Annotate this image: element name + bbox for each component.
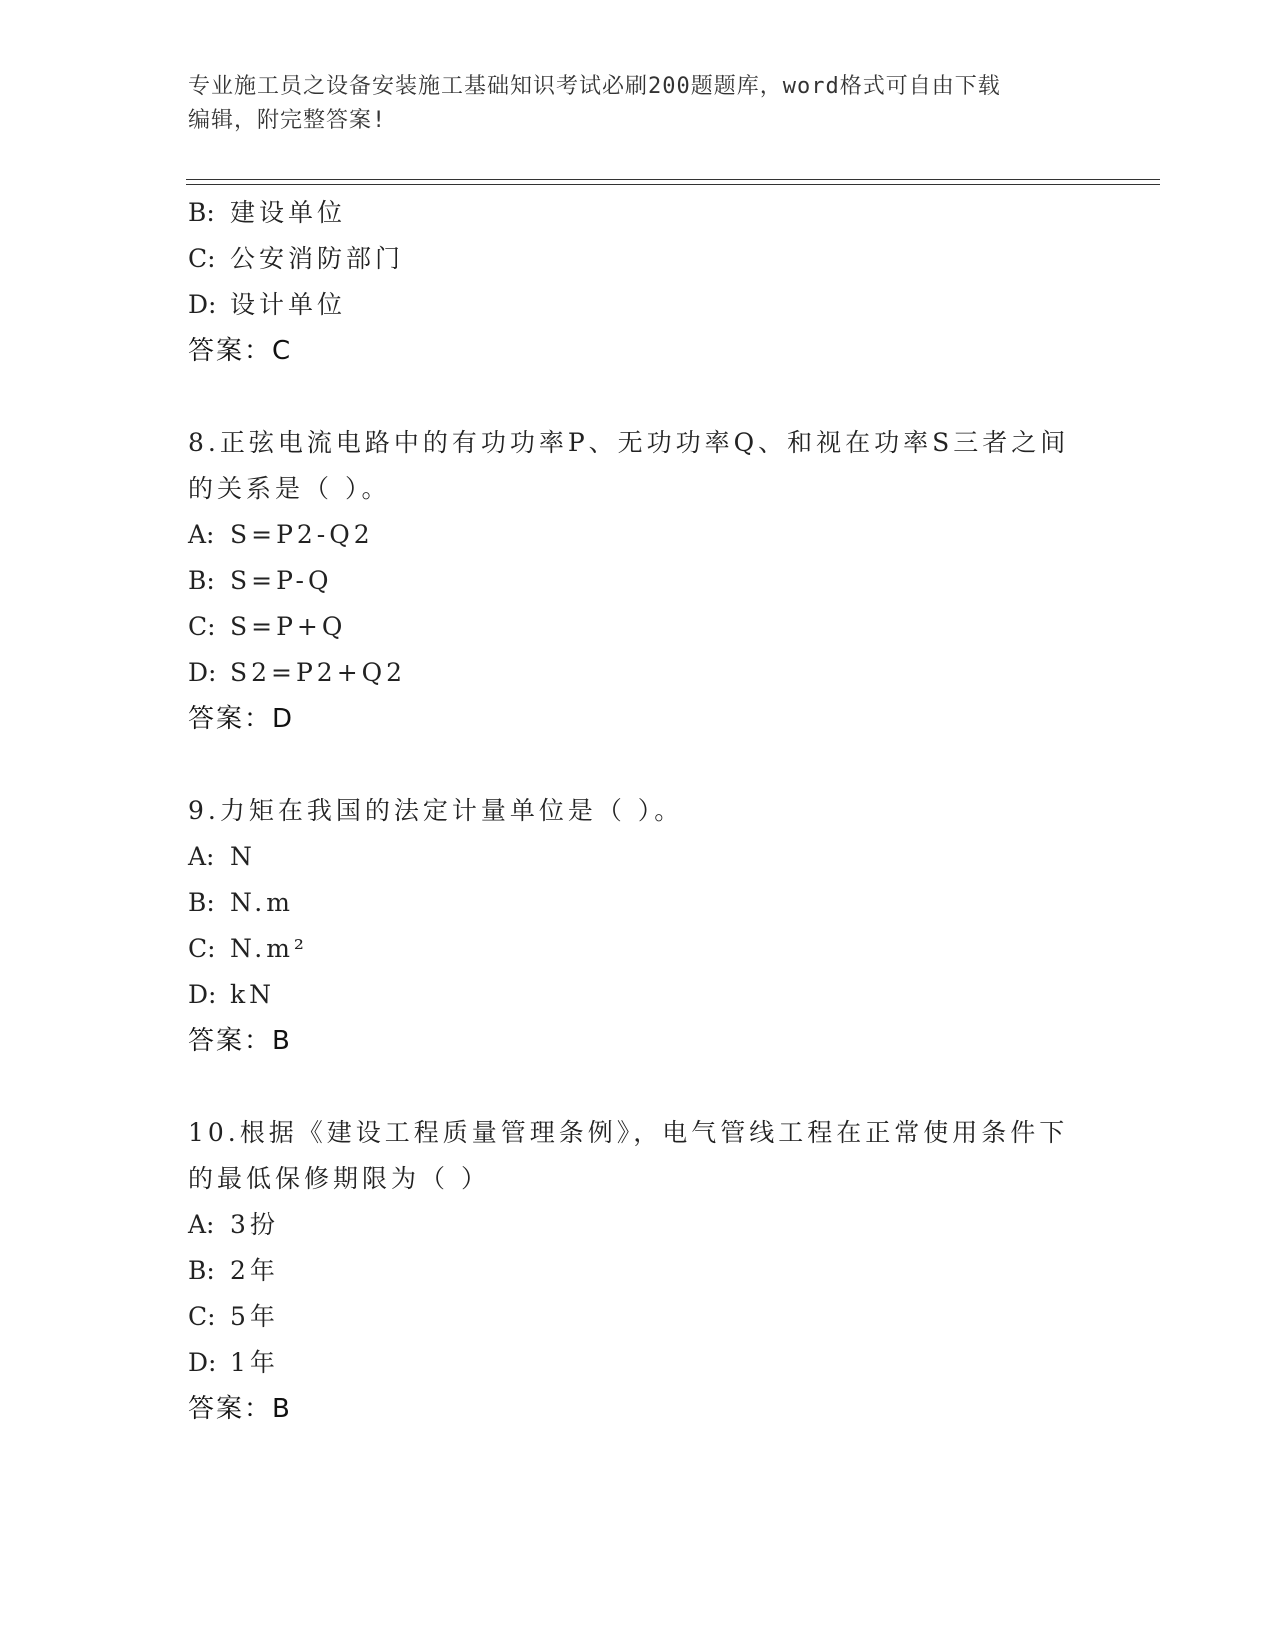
question-text-line-2: 的最低保修期限为（ ） — [188, 1164, 490, 1193]
question-text-line-2: 的关系是（ ）。 — [188, 474, 391, 503]
option-letter: D: — [188, 290, 217, 319]
answer-line: 答案：B — [188, 1026, 292, 1056]
option-c — [188, 236, 1088, 282]
option-letter: D: — [188, 658, 217, 687]
option-text: N.m — [230, 888, 294, 917]
answer-line: 答案：B — [188, 1394, 292, 1424]
option-text: S=P2-Q2 — [230, 520, 374, 549]
header-divider-bottom — [186, 184, 1160, 185]
option-a — [188, 1202, 1088, 1248]
spacer — [188, 1064, 1088, 1110]
question-7-tail — [188, 190, 1088, 374]
option-text: N — [230, 842, 256, 871]
answer-line: 答案：D — [188, 704, 295, 734]
option-c — [188, 926, 1088, 972]
option-c — [188, 604, 1088, 650]
option-text: S=P+Q — [230, 612, 347, 641]
option-letter: A: — [188, 520, 215, 549]
question-text-line-1: 9.力矩在我国的法定计量单位是（ ）。 — [188, 796, 684, 825]
question-10 — [188, 1110, 1088, 1432]
option-text: 建设单位 — [230, 198, 347, 227]
option-d — [188, 972, 1088, 1018]
option-letter: D: — [188, 1348, 217, 1377]
option-letter: A: — [188, 1210, 215, 1239]
option-d — [188, 650, 1088, 696]
question-text-line-1: 8.正弦电流电路中的有功功率P、无功功率Q、和视在功率S三者之间 — [188, 428, 1070, 457]
option-letter: C: — [188, 934, 216, 963]
option-letter: D: — [188, 980, 217, 1009]
option-text: S=P-Q — [230, 566, 333, 595]
answer-line: 答案：C — [188, 336, 293, 366]
header-divider-top — [186, 179, 1160, 180]
option-text: 2年 — [230, 1256, 279, 1285]
option-text: 设计单位 — [230, 290, 347, 319]
option-text: 3扮 — [230, 1210, 279, 1239]
option-letter: B: — [188, 566, 215, 595]
spacer — [188, 374, 1088, 420]
option-letter: C: — [188, 1302, 216, 1331]
option-text: S2=P2+Q2 — [230, 658, 407, 687]
option-text: kN — [230, 980, 276, 1009]
option-text: 1年 — [230, 1348, 279, 1377]
option-text: 5年 — [230, 1302, 279, 1331]
option-letter: C: — [188, 244, 216, 273]
option-text: N.m² — [230, 934, 308, 963]
header-title-line-1: 专业施工员之设备安装施工基础知识考试必刷200题题库，word格式可自由下载 — [188, 74, 1001, 99]
option-d — [188, 1340, 1088, 1386]
option-a — [188, 512, 1088, 558]
question-9 — [188, 788, 1088, 1064]
option-a — [188, 834, 1088, 880]
option-b — [188, 880, 1088, 926]
option-letter: B: — [188, 888, 215, 917]
option-b — [188, 558, 1088, 604]
option-text: 公安消防部门 — [230, 244, 405, 273]
option-letter: B: — [188, 1256, 215, 1285]
question-8 — [188, 420, 1088, 742]
option-letter: B: — [188, 198, 215, 227]
question-text-line-1: 10.根据《建设工程质量管理条例》，电气管线工程在正常使用条件下 — [188, 1118, 1069, 1147]
option-b — [188, 1248, 1088, 1294]
question-list — [188, 190, 1088, 1432]
option-c — [188, 1294, 1088, 1340]
option-d — [188, 282, 1088, 328]
spacer — [188, 742, 1088, 788]
option-b — [188, 190, 1088, 236]
header-title-line-2: 编辑，附完整答案! — [188, 108, 387, 133]
document-header — [188, 70, 1088, 138]
option-letter: A: — [188, 842, 215, 871]
option-letter: C: — [188, 612, 216, 641]
